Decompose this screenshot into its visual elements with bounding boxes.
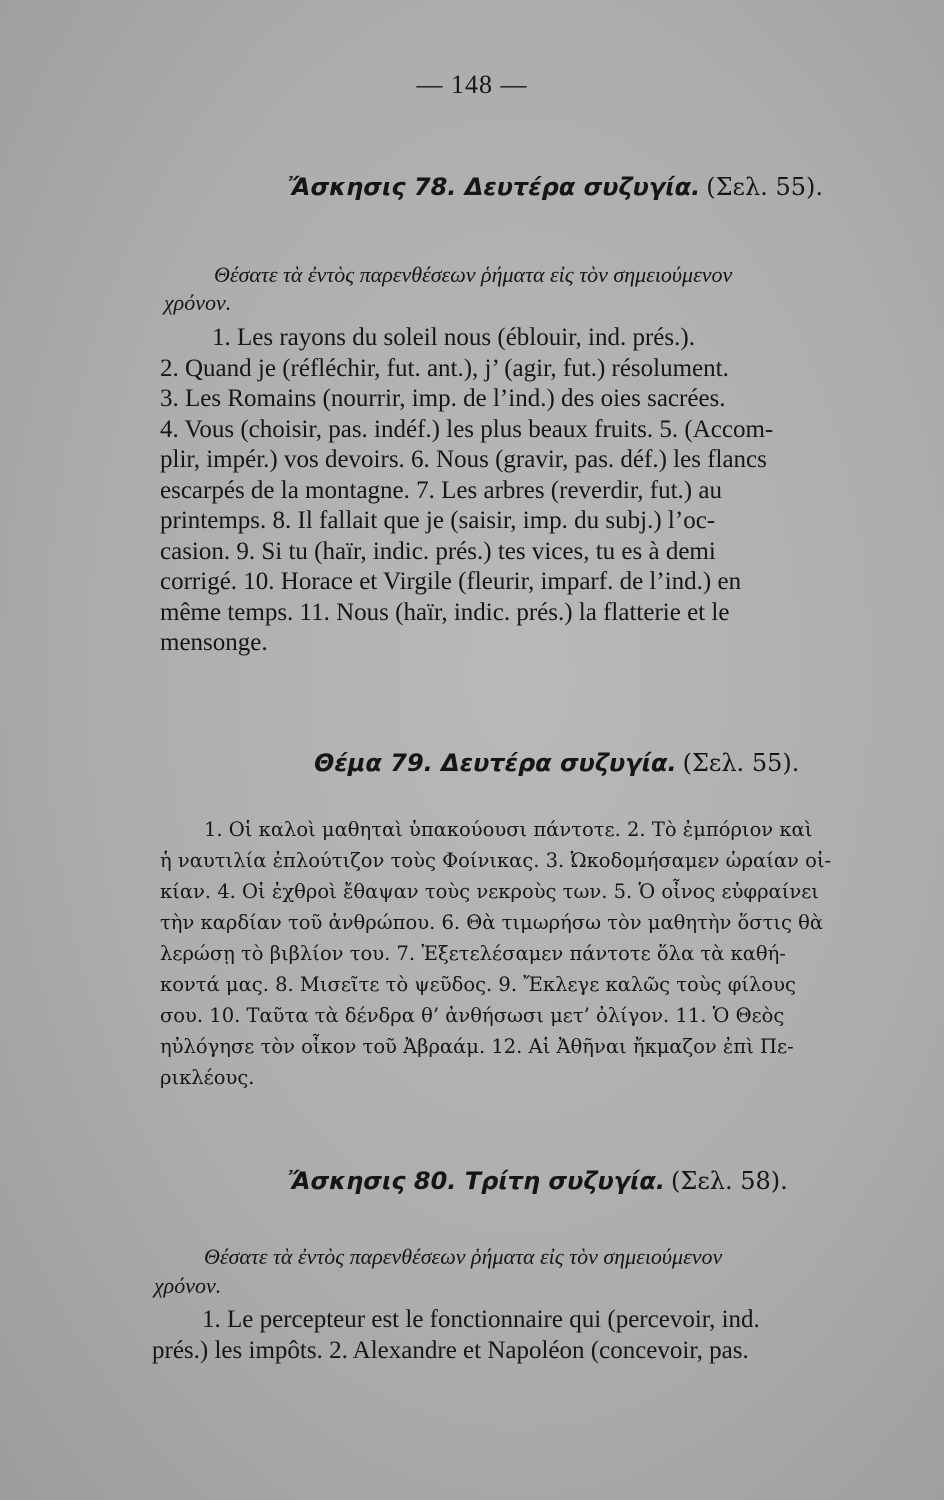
text-line: 4. Vous (choisir, pas. indéf.) les plus beaux fruits. 5. (Accom- <box>160 415 774 443</box>
instruction-line: Θέσατε τὰ ἐντὸς παρενθέσεων ῥήματα εἰς τὸν σημειούμενον <box>204 1244 723 1269</box>
text-line: corrigé. 10. Horace et Virgile (fleurir, imparf. de l’ind.) en <box>160 568 742 595</box>
text-line: 1. Les rayons du soleil nous (éblouir, ind. prés.). <box>212 324 695 351</box>
exercise-78-body <box>160 323 936 659</box>
text-line: ρικλέους. <box>160 1066 255 1089</box>
theme-79-heading <box>314 749 799 778</box>
exercise-80-page-ref: (Σελ. 58). <box>671 1167 788 1195</box>
text-line: plir, impér.) vos devoirs. 6. Nous (gravir, pas. déf.) les flancs <box>160 446 767 473</box>
page-number: — 148 — <box>416 70 528 99</box>
text-line: escarpés de la montagne. 7. Les arbres (reverdir, fut.) au <box>160 476 722 504</box>
exercise-80-body <box>152 1305 928 1366</box>
exercise-78-title: Ἄσκησις 78. Δευτέρα συζυγία. <box>288 173 701 201</box>
text-line: même temps. 11. Nous (haïr, indic. prés.) la flatterie et le <box>160 598 730 626</box>
exercise-80-heading <box>288 1167 788 1196</box>
text-line: κίαν. 4. Οἱ ἐχθροὶ ἔθαψαν τοὺς νεκροὺς των. 5. Ὁ οἶνος εὐφραίνει <box>160 880 819 903</box>
exercise-78-instruction <box>214 262 934 288</box>
text-line: printemps. 8. Il fallait que je (saisir, imp. du subj.) l’oc- <box>160 507 716 534</box>
text-line: ἡ ναυτιλία ἐπλούτιζον τοὺς Φοίνικας. 3. Ὠκοδομήσαμεν ὡραίαν οἰ- <box>160 849 832 872</box>
exercise-78-page-ref: (Σελ. 55). <box>706 173 823 201</box>
theme-79-page-ref: (Σελ. 55). <box>682 749 800 777</box>
text-line: 1. Οἱ καλοὶ μαθηταὶ ὑπακούουσι πάντοτε. 2. Τὸ ἐμπόριον καὶ <box>204 818 813 841</box>
instruction-line: χρόνον. <box>154 1273 222 1298</box>
text-line: κοντά μας. 8. Μισεῖτε τὸ ψεῦδος. 9. Ἔκλεγε καλῶς τοὺς φίλους <box>160 973 796 996</box>
exercise-80-title: Ἄσκησις 80. Τρίτη συζυγία. <box>288 1167 666 1195</box>
theme-79-title: Θέμα 79. Δευτέρα συζυγία. <box>314 749 677 777</box>
text-line: prés.) les impôts. 2. Alexandre et Napoléon (concevoir, pas. <box>152 1336 749 1364</box>
text-line: mensonge. <box>160 629 268 656</box>
text-line: τὴν καρδίαν τοῦ ἀνθρώπου. 6. Θὰ τιμωρήσω τὸν μαθητὴν ὅστις θὰ <box>160 911 824 934</box>
text-line: 1. Le percepteur est le fonctionnaire qui (percevoir, ind. <box>202 1306 760 1333</box>
text-line: 2. Quand je (réfléchir, fut. ant.), j’ (agir, fut.) résolument. <box>160 354 729 382</box>
text-line: ηὐλόγησε τὸν οἶκον τοῦ Ἀβραάμ. 12. Αἱ Ἀθῆναι ἤκμαζον ἐπὶ Πε- <box>160 1035 794 1058</box>
theme-79-body <box>160 814 936 1093</box>
exercise-80-instruction <box>204 1244 934 1270</box>
exercise-78-heading <box>288 173 823 202</box>
exercise-78-instruction-cont <box>164 290 231 316</box>
text-line: λερώσῃ τὸ βιβλίον του. 7. Ἐξετελέσαμεν πάντοτε ὅλα τὰ καθή- <box>160 942 786 965</box>
instruction-line: Θέσατε τὰ ἐντὸς παρενθέσεων ῥήματα εἰς τὸν σημειούμενον <box>214 262 733 287</box>
text-line: casion. 9. Si tu (haïr, indic. prés.) tes vices, tu es à demi <box>160 537 716 565</box>
text-line: σου. 10. Ταῦτα τὰ δένδρα θ’ ἀνθήσωσι μετ’ ὀλίγον. 11. Ὁ Θεὸς <box>160 1004 785 1027</box>
text-line: 3. Les Romains (nourrir, imp. de l’ind.) des oies sacrées. <box>160 385 726 412</box>
exercise-80-instruction-cont <box>154 1273 221 1299</box>
instruction-line: χρόνον. <box>164 290 232 315</box>
